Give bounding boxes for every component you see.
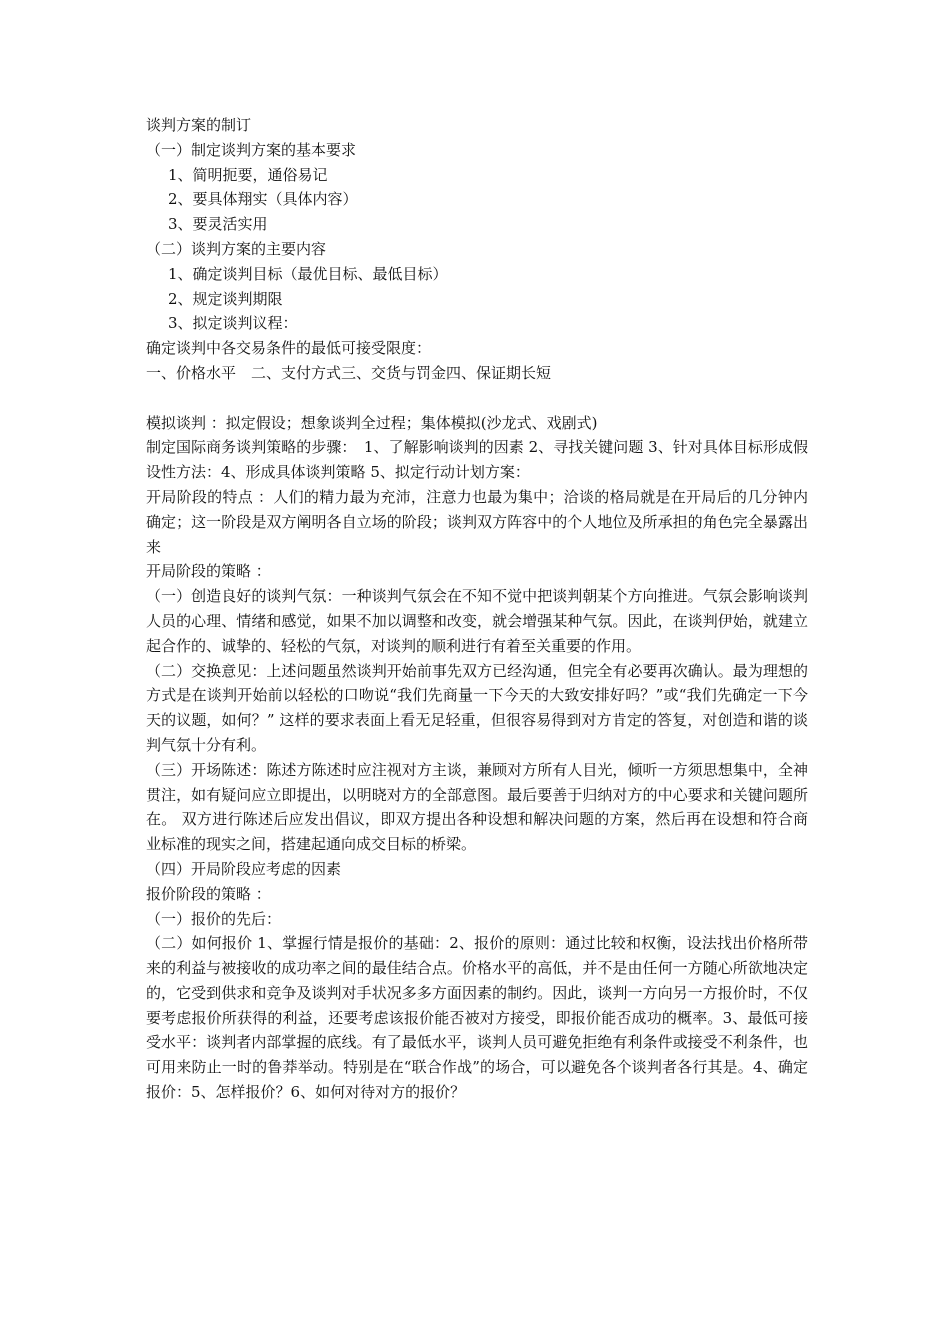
document-title: 谈判方案的制订 [146, 116, 252, 134]
conditions-line: 一、价格水平 二、支付方式三、交货与罚金四、保证期长短 [146, 363, 552, 382]
opening-paragraph-4: （四）开局阶段应考虑的因素 [146, 859, 342, 878]
opening-paragraph-2: （二）交换意见：上述问题虽然谈判开始前事先双方已经沟通，但完全有必要再次确认。最为理想的方式是在谈判开始前以轻松的口吻说“我们先商量一下今天的大致安排好吗？”或“我们先确定一下今天的议题，如何？” 这样的要求表面上看无足轻重，但很容易得到对方肯定的答复，对创造和谐的谈判气氛十分有利。 [146, 661, 808, 754]
section-heading-basic-requirements: （一）制定谈判方案的基本要求 [146, 140, 357, 159]
list-item: 1、简明扼要，通俗易记 [168, 165, 328, 184]
quote-paragraph-1: （一）报价的先后： [146, 909, 282, 928]
section-heading-main-content: （二）谈判方案的主要内容 [146, 239, 327, 258]
list-item: 3、拟定谈判议程： [168, 314, 298, 333]
list-item: 3、要灵活实用 [168, 215, 268, 234]
list-item: 2、规定谈判期限 [168, 289, 283, 308]
opening-paragraph-3: （三）开场陈述：陈述方陈述时应注视对方主谈，兼顾对方所有人目光，倾听一方须思想集中，全神贯注，如有疑问应立即提出，以明晓对方的全部意图。最后要善于归纳对方的中心要求和关键问题所在。 双方进行陈述后应发出倡议，即双方提出各种设想和解决问题的方案，然后再在设想和符合商业标准的现实之间，搭建起通向成交目标的桥梁。 [146, 760, 808, 854]
quote-strategy-heading: 报价阶段的策略 ： [146, 884, 271, 903]
document-body [146, 113, 808, 1105]
list-item: 2、要具体翔实（具体内容） [168, 190, 358, 209]
strategy-steps-paragraph: 制定国际商务谈判策略的步骤： 1、了解影响谈判的因素 2、寻找关键问题 3、针对具体目标形成假设性方法：4、形成具体谈判策略 5、拟定行动计划方案： [146, 438, 808, 482]
conditions-heading: 确定谈判中各交易条件的最低可接受限度： [146, 339, 432, 358]
list-item: 1、确定谈判目标（最优目标、最低目标） [168, 264, 448, 283]
quote-paragraph-2: （二）如何报价 1、掌握行情是报价的基础：2、报价的原则：通过比较和权衡，设法找出价格所带来的利益与被接收的成功率之间的最佳结合点。价格水平的高低，并不是由任何一方随心所欲地决定的，它受到供求和竞争及谈判对手状况多多方面因素的制约。因此，谈判一方向另一方报价时，不仅要考虑报价所获得的利益，还要考虑该报价能否被对方接受，即报价能否成功的概率。3、最低可接受水平：谈判者内部掌握的底线。有了最低水平，谈判人员可避免拒绝有利条件或接受不利条件，也可用来防止一时的鲁莽举动。特别是在“联合作战”的场合，可以避免各个谈判者各行其是。4、确定报价：5、怎样报价？6、如何对待对方的报价？ [146, 934, 808, 1102]
opening-paragraph-1: （一）创造良好的谈判气氛：一种谈判气氛会在不知不觉中把谈判朝某个方向推进。气氛会影响谈判人员的心理、情绪和感觉，如果不加以调整和改变，就会增强某种气氛。因此，在谈判伊始，就建立起合作的、诚挚的、轻松的气氛，对谈判的顺利进行有着至关重要的作用。 [146, 587, 808, 655]
simulation-paragraph: 模拟谈判 ：拟定假设；想象谈判全过程；集体模拟(沙龙式、戏剧式) [146, 413, 598, 432]
opening-features-paragraph: 开局阶段的特点 ：人们的精力最为充沛，注意力也最为集中；洽谈的格局就是在开局后的几分钟内确定；这一阶段是双方阐明各自立场的阶段；谈判双方阵容中的个人地位及所承担的角色完全暴露出来 [146, 487, 808, 556]
blank-line [146, 386, 808, 411]
opening-strategy-heading: 开局阶段的策略 ： [146, 562, 271, 581]
